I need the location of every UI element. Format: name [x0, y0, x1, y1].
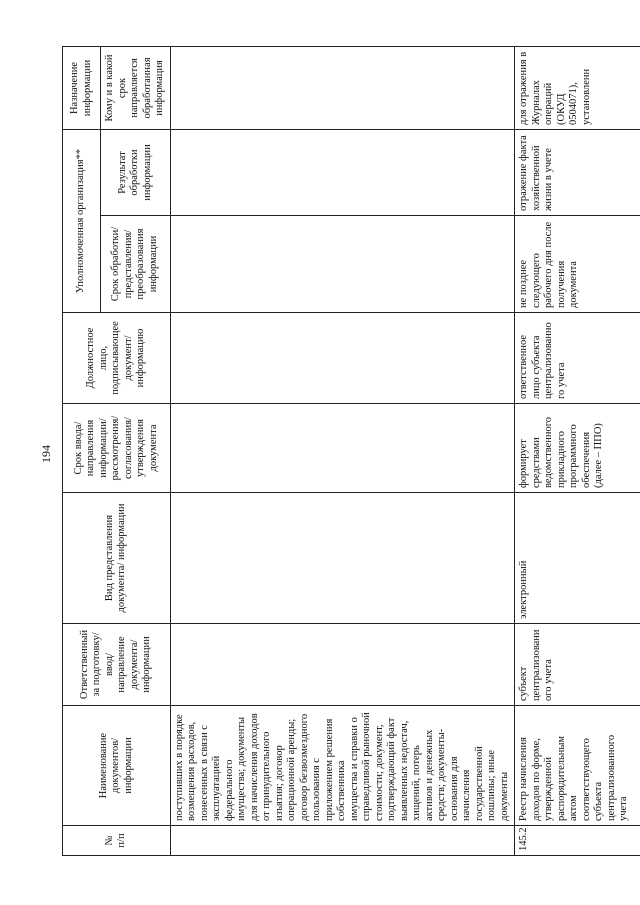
cell-term-input: формирует средствами ведомственного прикладного программного обеспечения (далее – ППО) [515, 404, 640, 493]
cell-official: ответственное лицо субъекта централизованно го учета [515, 313, 640, 404]
header-auth-term: Срок обработки/ представления/ преобразования информации [101, 216, 171, 313]
cell-auth-term: не позднее следующего рабочего дня после получения документа [515, 216, 640, 313]
cell-official [170, 313, 515, 404]
cell-responsible [170, 624, 515, 706]
table-row [170, 47, 515, 856]
cell-auth-term [170, 216, 515, 313]
cell-num [170, 826, 515, 856]
cell-auth-result [170, 130, 515, 216]
header-auth-result: Результат обработки информации [101, 130, 171, 216]
cell-responsible: субъект централизовани ого учета [515, 624, 640, 706]
cell-purpose [170, 47, 515, 130]
table-row [515, 47, 640, 856]
document-table [62, 46, 640, 856]
cell-num: 145.2 [515, 826, 640, 856]
page-number: 194 [39, 445, 53, 463]
cell-view: электронный [515, 493, 640, 624]
rotated-page [62, 0, 640, 905]
header-purpose-to-whom: Кому и в какой срок направляется обработанная информация [101, 47, 171, 130]
cell-name: поступивших в порядке возмещения расходов, понесенных в связи с эксплуатацией федерального имущества; документы для начисления доходов от принудительного изъятия; договор операционной аренды; договор безвозмездного пользования с приложением решения собственника имущества и справки о справедливой рыночной стоимости; документ, подтверждающий факт выявленных недостач, хищений, потерь активов и денежных средств; документы-основания для начисления государственной пошлины; иные документы [170, 706, 515, 826]
header-responsible: Ответственный за подготовку/ ввод/ направление документа/ информации [63, 624, 171, 706]
cell-view [170, 493, 515, 624]
header-view: Вид представления документа/ информации [63, 493, 171, 624]
header-term-input: Срок ввода/ направления информации/ рассмотрения/ согласования/ утверждения документа [63, 404, 171, 493]
cell-purpose: для отражения в Журналах операций (ОКУД 0504071), установленн [515, 47, 640, 130]
header-num: № п/п [63, 826, 171, 856]
header-official: Должностное лицо, подписывающее документ/ информацию [63, 313, 171, 404]
header-authorized-organization: Уполномоченная организация** [63, 130, 101, 313]
cell-auth-result: отражение факта хозяйственной жизни в учете [515, 130, 640, 216]
cell-term-input [170, 404, 515, 493]
header-row-1 [63, 47, 101, 856]
cell-name: Реестр начисления доходов по форме, утвержденной распорядительным актом соответствующего субъекта централизованного учета [515, 706, 640, 826]
header-name: Наименование документов/информации [63, 706, 171, 826]
header-purpose: Назначение информации [63, 47, 101, 130]
